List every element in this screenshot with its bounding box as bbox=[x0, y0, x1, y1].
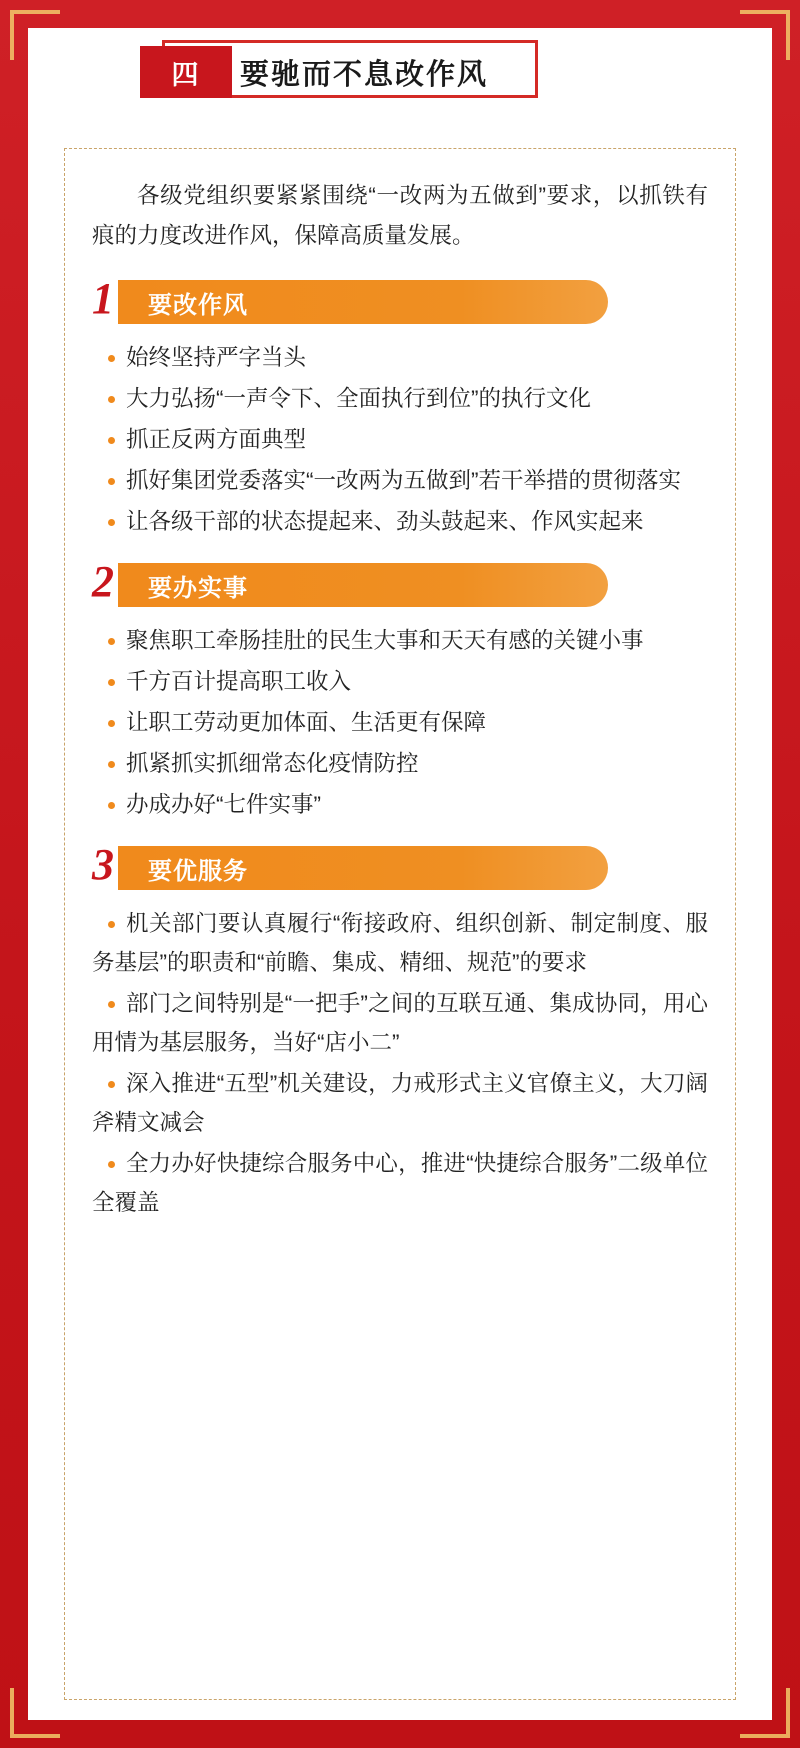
section-header-1 bbox=[92, 274, 708, 324]
list-item bbox=[92, 379, 708, 418]
list-item-text: 抓紧抓实抓细常态化疫情防控 bbox=[126, 751, 419, 776]
header-badge: 四 bbox=[140, 46, 232, 98]
list-item bbox=[92, 502, 708, 541]
header-banner bbox=[140, 40, 540, 102]
section-list-1 bbox=[92, 338, 708, 541]
list-item bbox=[92, 744, 708, 783]
section-number-1: 1 bbox=[92, 274, 114, 323]
list-item-text: 大力弘扬“一声令下、全面执行到位”的执行文化 bbox=[126, 386, 591, 411]
main-content bbox=[92, 176, 708, 1228]
list-item-text: 聚焦职工牵肠挂肚的民生大事和天天有感的关键小事 bbox=[126, 628, 644, 653]
bullet-icon bbox=[108, 478, 115, 485]
list-item bbox=[92, 703, 708, 742]
list-item bbox=[92, 1144, 708, 1222]
list-item bbox=[92, 420, 708, 459]
list-item bbox=[92, 338, 708, 377]
list-item bbox=[92, 621, 708, 660]
page-title: 要驰而不息改作风 bbox=[240, 58, 489, 91]
section-header-3 bbox=[92, 840, 708, 890]
section-label-2: 要办实事 bbox=[148, 574, 248, 602]
bullet-icon bbox=[108, 638, 115, 645]
section-number-2: 2 bbox=[92, 557, 114, 606]
list-item bbox=[92, 662, 708, 701]
bullet-icon bbox=[108, 1001, 115, 1008]
list-item bbox=[92, 984, 708, 1062]
bullet-icon bbox=[108, 519, 115, 526]
section-header-2 bbox=[92, 557, 708, 607]
list-item-text: 部门之间特别是“一把手”之间的互联互通、集成协同，用心用情为基层服务，当好“店小二” bbox=[92, 991, 708, 1055]
list-item bbox=[92, 785, 708, 824]
bullet-icon bbox=[108, 437, 115, 444]
bullet-icon bbox=[108, 720, 115, 727]
bullet-icon bbox=[108, 679, 115, 686]
list-item-text: 机关部门要认真履行“衔接政府、组织创新、制定制度、服务基层”的职责和“前瞻、集成、精细、规范”的要求 bbox=[92, 911, 708, 975]
list-item bbox=[92, 1064, 708, 1142]
list-item-text: 让职工劳动更加体面、生活更有保障 bbox=[126, 710, 487, 735]
bullet-icon bbox=[108, 396, 115, 403]
section-number-3: 3 bbox=[92, 840, 114, 889]
list-item-text: 抓好集团党委落实“一改两为五做到”若干举措的贯彻落实 bbox=[126, 468, 681, 493]
bullet-icon bbox=[108, 761, 115, 768]
list-item-text: 千方百计提高职工收入 bbox=[126, 669, 352, 694]
list-item-text: 抓正反两方面典型 bbox=[126, 427, 307, 452]
bullet-icon bbox=[108, 921, 115, 928]
list-item-text: 让各级干部的状态提起来、劲头鼓起来、作风实起来 bbox=[126, 509, 644, 534]
intro-paragraph: 各级党组织要紧紧围绕“一改两为五做到”要求，以抓铁有痕的力度改进作风，保障高质量发展。 bbox=[92, 183, 708, 248]
list-item bbox=[92, 904, 708, 982]
section-label-3: 要优服务 bbox=[148, 857, 248, 885]
section-list-2 bbox=[92, 621, 708, 824]
list-item bbox=[92, 461, 708, 500]
bullet-icon bbox=[108, 355, 115, 362]
list-item-text: 始终坚持严字当头 bbox=[126, 345, 307, 370]
list-item-text: 全力办好快捷综合服务中心，推进“快捷综合服务”二级单位全覆盖 bbox=[92, 1151, 708, 1215]
bullet-icon bbox=[108, 1081, 115, 1088]
section-label-1: 要改作风 bbox=[148, 291, 248, 319]
list-item-text: 深入推进“五型”机关建设，力戒形式主义官僚主义，大刀阔斧精文减会 bbox=[92, 1071, 708, 1135]
list-item-text: 办成办好“七件实事” bbox=[126, 792, 321, 817]
bullet-icon bbox=[108, 1161, 115, 1168]
section-list-3 bbox=[92, 904, 708, 1222]
bullet-icon bbox=[108, 802, 115, 809]
